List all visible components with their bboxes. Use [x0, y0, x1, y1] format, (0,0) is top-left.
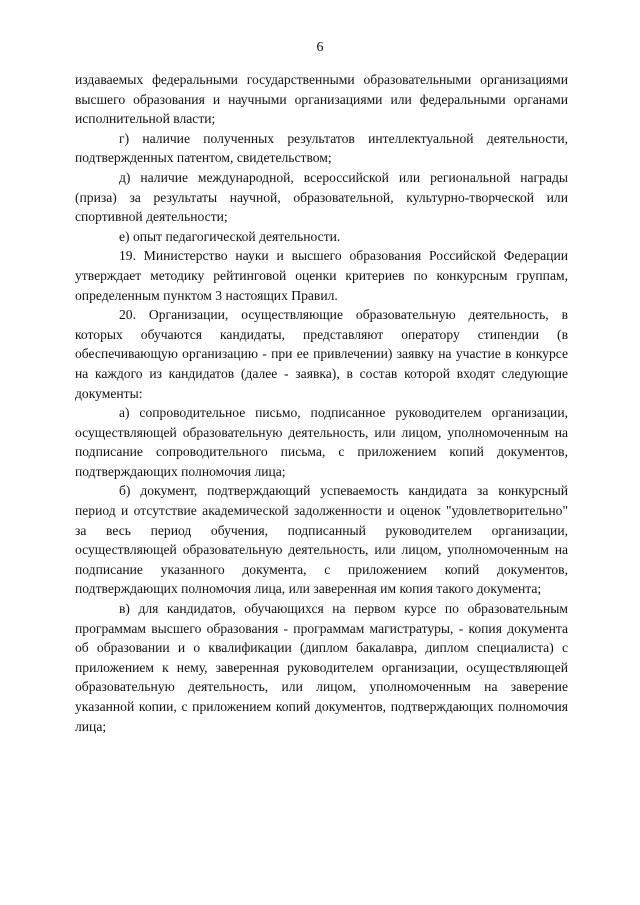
paragraph-item-a: а) сопроводительное письмо, подписанное руководителем организации, осуществляющей образовательную деятельность, или лицом, уполномоченным на подписание сопроводительного письма, с приложением копий документов, подтверждающих полномочия лица;	[75, 405, 568, 479]
paragraph-item-b: б) документ, подтверждающий успеваемость кандидата за конкурсный период и отсутствие академической задолженности и оценок "удовлетворительно" за весь период обучения, подписанный руководителем организации, осуществляющей образовательную деятельность, или лицом, уполномоченным на подписание указанного документа, с приложением копий документов, подтверждающих полномочия лица, или заверенная им копия такого документа;	[75, 483, 568, 597]
paragraph-item-g: г) наличие полученных результатов интеллектуальной деятельности, подтвержденных патентом, свидетельством;	[75, 130, 568, 166]
paragraph-continuation: издаваемых федеральными государственными образовательными организациями высшего образования и научными организациями или федеральными органами исполнительной власти;	[75, 72, 568, 127]
paragraph-item-v: в) для кандидатов, обучающихся на первом курсе по образовательным программам высшего образования - программам магистратуры, - копия документа об образовании и о квалификации (диплом бакалавра, диплом специалиста) с приложением к нему, заверенная руководителем организации, осуществляющей образовательную деятельность, или лицом, уполномоченным на заверение указанной копии, с приложением копий документов, подтверждающих полномочия лица;	[75, 601, 568, 734]
paragraph-clause-20: 20. Организации, осуществляющие образовательную деятельность, в которых обучаются кандидаты, представляют оператору стипендии (в обеспечивающую организацию - при ее привлечении) заявку на участие в конкурсе на каждого из кандидатов (далее - заявка), в состав которой входят следующие документы:	[75, 307, 568, 401]
paragraph-clause-19: 19. Министерство науки и высшего образования Российской Федерации утверждает методику рейтинговой оценки критериев по конкурсным группам, определенным пунктом 3 настоящих Правил.	[75, 248, 568, 303]
paragraph-item-d: д) наличие международной, всероссийской или региональной награды (приза) за результаты научной, образовательной, культурно-творческой или спортивной деятельности;	[75, 169, 568, 225]
page-number: 6	[316, 40, 324, 55]
document-body	[75, 70, 568, 736]
paragraph-item-e: е) опыт педагогической деятельности.	[119, 228, 341, 244]
